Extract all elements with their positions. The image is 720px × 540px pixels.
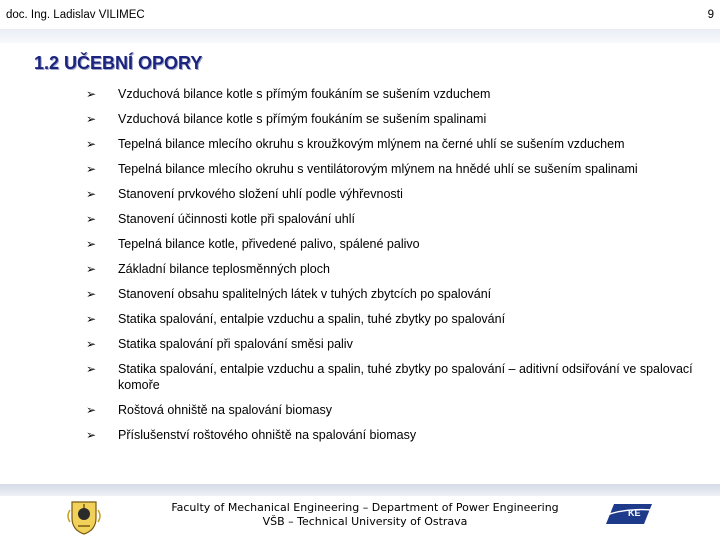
bullet-list	[86, 86, 696, 452]
bullet-text: Tepelná bilance mlecího okruhu s ventilátorovým mlýnem na hnědé uhlí se sušením spalinami	[118, 162, 638, 176]
arrow-bullet-icon: ➢	[86, 403, 97, 417]
arrow-bullet-icon: ➢	[86, 262, 97, 276]
arrow-bullet-icon: ➢	[86, 237, 97, 251]
arrow-bullet-icon: ➢	[86, 212, 97, 226]
bullet-item	[86, 186, 696, 202]
bullet-text: Tepelná bilance kotle, přivedené palivo, spálené palivo	[118, 237, 420, 251]
bullet-item	[86, 361, 696, 393]
bullet-item	[86, 111, 696, 127]
bullet-text: Statika spalování při spalování směsi paliv	[118, 337, 353, 351]
bullet-item	[86, 136, 696, 152]
bullet-text: Statika spalování, entalpie vzduchu a spalin, tuhé zbytky po spalování	[118, 312, 506, 326]
bullet-text: Základní bilance teplosměnných ploch	[118, 262, 330, 276]
bullet-item	[86, 336, 696, 352]
bullet-item	[86, 427, 696, 443]
arrow-bullet-icon: ➢	[86, 337, 97, 351]
arrow-bullet-icon: ➢	[86, 137, 97, 151]
bullet-text: Roštová ohniště na spalování biomasy	[118, 403, 333, 417]
arrow-bullet-icon: ➢	[86, 187, 97, 201]
footer-faculty: Faculty of Mechanical Engineering – Department of Power Engineering	[171, 501, 559, 514]
page-number: 9	[707, 9, 714, 21]
university-crest-icon	[64, 496, 104, 536]
arrow-bullet-icon: ➢	[86, 428, 97, 442]
bullet-item	[86, 236, 696, 252]
header-author: doc. Ing. Ladislav VILIMEC	[6, 9, 145, 21]
bullet-text: Stanovení účinnosti kotle při spalování uhlí	[118, 212, 355, 226]
arrow-bullet-icon: ➢	[86, 112, 97, 126]
bullet-item	[86, 286, 696, 302]
section-title: 1.2 UČEBNÍ OPORY	[34, 53, 203, 73]
bullet-item	[86, 86, 696, 102]
bullet-item	[86, 211, 696, 227]
bullet-text: Stanovení prvkového složení uhlí podle výhřevnosti	[118, 187, 403, 201]
bullet-text: Statika spalování, entalpie vzduchu a spalin, tuhé zbytky po spalování – aditivní odsiřování ve spalovací komoře	[118, 362, 693, 392]
bullet-text: Vzduchová bilance kotle s přímým foukáním se sušením vzduchem	[118, 87, 491, 101]
footer-divider	[0, 484, 720, 496]
arrow-bullet-icon: ➢	[86, 312, 97, 326]
department-logo-text: KE	[628, 508, 641, 518]
bullet-text: Tepelná bilance mlecího okruhu s kroužkovým mlýnem na černé uhlí se sušením vzduchem	[118, 137, 625, 151]
bullet-text: Stanovení obsahu spalitelných látek v tuhých zbytcích po spalování	[118, 287, 492, 301]
bullet-item	[86, 311, 696, 327]
footer-university: VŠB – Technical University of Ostrava	[262, 515, 468, 528]
bullet-item	[86, 261, 696, 277]
arrow-bullet-icon: ➢	[86, 362, 97, 376]
arrow-bullet-icon: ➢	[86, 87, 97, 101]
bullet-item	[86, 161, 696, 177]
department-logo	[604, 502, 654, 526]
bullet-text: Vzduchová bilance kotle s přímým foukáním se sušením spalinami	[118, 112, 487, 126]
header-divider	[0, 29, 720, 43]
arrow-bullet-icon: ➢	[86, 287, 97, 301]
arrow-bullet-icon: ➢	[86, 162, 97, 176]
footer-text	[130, 501, 600, 529]
bullet-text: Příslušenství roštového ohniště na spalování biomasy	[118, 428, 417, 442]
bullet-item	[86, 402, 696, 418]
